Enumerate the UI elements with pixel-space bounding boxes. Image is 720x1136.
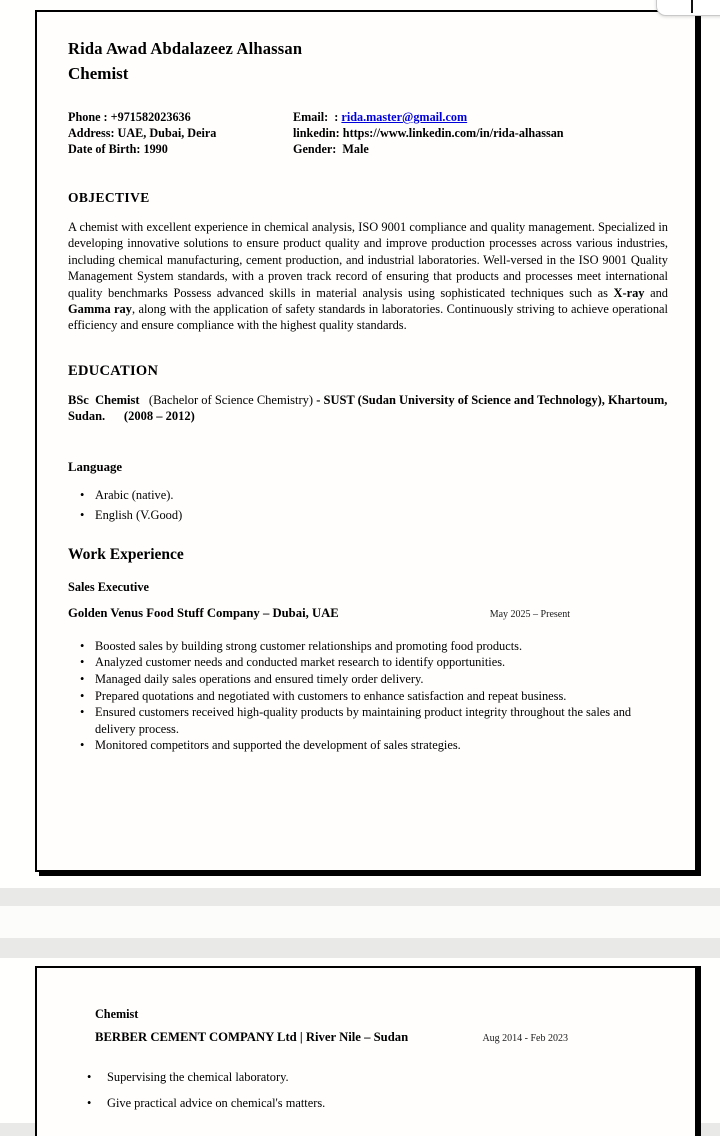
bullet-icon: • bbox=[87, 1095, 92, 1110]
floating-toolbar[interactable] bbox=[656, 0, 720, 16]
education-university: - SUST (Sudan University of Science and Technology), Khartoum, Sudan. (2008 – 2012) bbox=[68, 392, 671, 424]
job-bullet-text: Monitored competitors and supported the development of sales strategies. bbox=[95, 738, 461, 753]
job-bullet-text: Prepared quotations and negotiated with customers to enhance satisfaction and repeat business. bbox=[95, 688, 567, 703]
job-bullet-text: Give practical advice on chemical's matters. bbox=[107, 1095, 326, 1110]
contact-linkedin: linkedin: https://www.linkedin.com/in/rida-alhassan bbox=[293, 126, 564, 140]
education-degree-detail: (Bachelor of Science Chemistry) bbox=[139, 392, 317, 407]
job-bullet-text: Managed daily sales operations and ensured timely order delivery. bbox=[95, 672, 424, 687]
objective-text-2: and bbox=[644, 285, 668, 300]
list-item bbox=[68, 638, 668, 655]
page-gap-strip bbox=[0, 906, 720, 938]
bullet-icon: • bbox=[87, 1070, 92, 1084]
list-item bbox=[68, 485, 668, 505]
language-heading: Language bbox=[68, 459, 123, 474]
text-cursor-icon bbox=[691, 0, 693, 13]
language-list bbox=[68, 485, 668, 525]
contact-email-label: Email: : bbox=[293, 110, 342, 124]
job-company-row bbox=[95, 1030, 668, 1045]
contact-address: Address: UAE, Dubai, Deira bbox=[68, 126, 217, 140]
list-item bbox=[87, 1069, 668, 1086]
job-bullet-text: Boosted sales by building strong customer relationships and promoting food products. bbox=[95, 638, 523, 653]
job-role: Sales Executive bbox=[68, 579, 149, 594]
objective-heading: OBJECTIVE bbox=[68, 190, 150, 205]
objective-text-1: A chemist with excellent experience in chemical analysis, ISO 9001 compliance and quality management. Specialized in developing innovative solutions to ensure product quality and improve production processes across various industries, including chemical manufacturing, cement production, and industrial laboratories. Well-versed in the ISO 9001 Quality Management System standards, with a proven track record of ensuring that products and processes meet international quality benchmarks Possess advanced skills in material analysis using sophisticated techniques such as bbox=[68, 220, 668, 300]
objective-bold-gamma: Gamma ray bbox=[68, 302, 132, 317]
objective-bold-xray: X-ray bbox=[613, 285, 645, 300]
education-degree: BSc Chemist bbox=[68, 392, 140, 407]
list-item bbox=[87, 1095, 668, 1112]
job-bullet-text: Supervising the chemical laboratory. bbox=[107, 1070, 289, 1084]
job-company: BERBER CEMENT COMPANY Ltd | River Nile – Sudan bbox=[95, 1030, 409, 1044]
bullet-icon: • bbox=[80, 655, 85, 670]
job-bullet-list bbox=[68, 638, 668, 754]
bullet-icon: • bbox=[80, 638, 85, 653]
list-item bbox=[68, 737, 668, 754]
language-item-text: Arabic (native). bbox=[95, 487, 174, 502]
contact-dob: Date of Birth: 1990 bbox=[68, 142, 168, 156]
contact-block bbox=[68, 109, 668, 157]
bullet-icon: • bbox=[80, 688, 85, 703]
job-dates: May 2025 – Present bbox=[489, 608, 570, 620]
job-company-row bbox=[68, 606, 668, 621]
contact-phone: Phone : +971582023636 bbox=[68, 110, 191, 124]
work-experience-heading: Work Experience bbox=[68, 545, 184, 563]
list-item bbox=[68, 654, 668, 671]
person-job-title: Chemist bbox=[68, 64, 129, 83]
person-name: Rida Awad Abdalazeez Alhassan bbox=[68, 39, 303, 58]
resume-page-2 bbox=[35, 966, 697, 1136]
email-link[interactable]: rida.master@gmail.com bbox=[341, 110, 468, 124]
bullet-icon: • bbox=[80, 507, 85, 522]
job-dates: Aug 2014 - Feb 2023 bbox=[482, 1033, 568, 1044]
bullet-icon: • bbox=[80, 487, 85, 502]
list-item bbox=[68, 688, 668, 705]
education-entry bbox=[68, 392, 671, 425]
job-bullet-text: Analyzed customer needs and conducted market research to identify opportunities. bbox=[95, 655, 506, 670]
contact-gender: Gender: Male bbox=[293, 142, 369, 156]
list-item bbox=[68, 671, 668, 688]
bullet-icon: • bbox=[80, 738, 85, 753]
bullet-icon: • bbox=[80, 705, 85, 720]
list-item bbox=[68, 704, 668, 737]
contact-email bbox=[293, 109, 668, 125]
job-company: Golden Venus Food Stuff Company – Dubai, UAE bbox=[68, 605, 339, 620]
language-item-text: English (V.Good) bbox=[95, 507, 183, 522]
job-role: Chemist bbox=[95, 1007, 139, 1021]
objective-paragraph bbox=[68, 219, 668, 334]
education-heading: EDUCATION bbox=[68, 362, 159, 379]
resume-page-1 bbox=[35, 10, 697, 872]
list-item bbox=[68, 505, 668, 525]
bullet-icon: • bbox=[80, 672, 85, 687]
job-bullet-list bbox=[87, 1069, 668, 1111]
job-bullet-text: Ensured customers received high-quality products by maintaining product integrity throughout the sales and delivery process. bbox=[95, 705, 632, 736]
objective-text-3: , along with the application of safety standards in laboratories. Continuously striving to achieve operational efficiency and ensure compliance with the highest quality standards. bbox=[68, 302, 668, 333]
